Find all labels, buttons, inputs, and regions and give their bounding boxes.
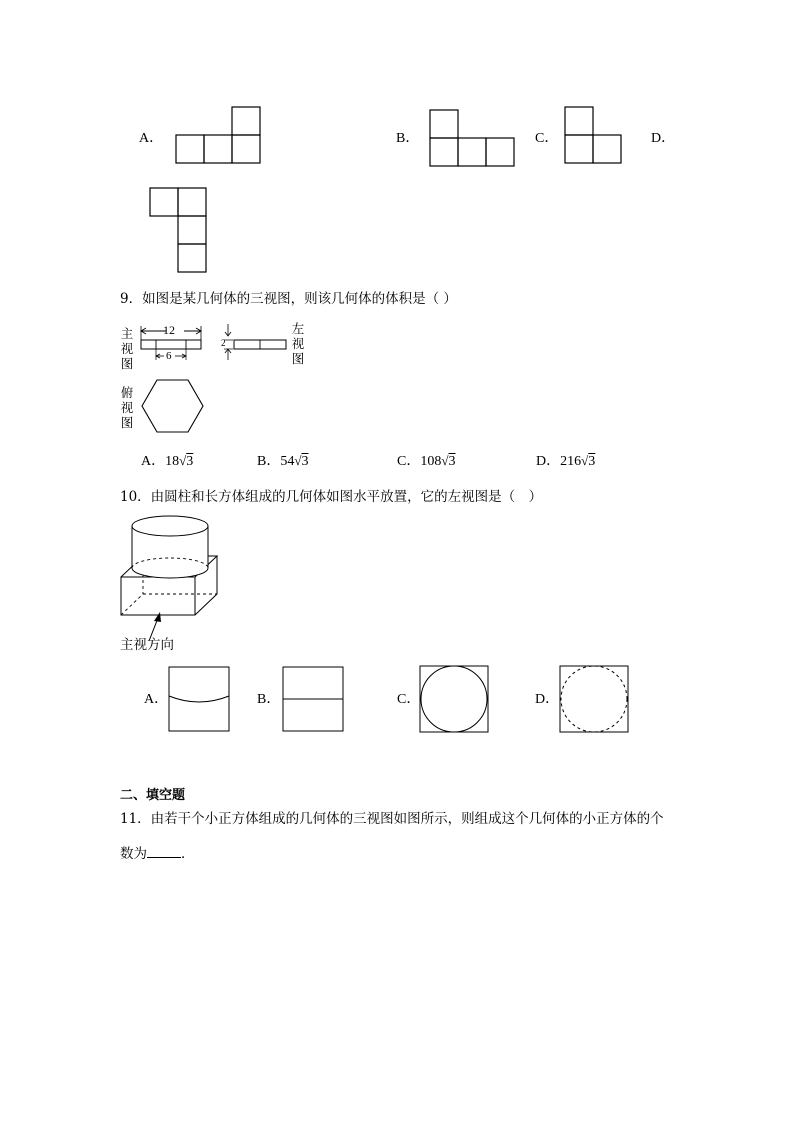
section-2-title: 二、填空题 <box>120 788 186 803</box>
q8-option-d-label: D． <box>651 131 676 146</box>
q10-option-a-label: A． <box>144 692 169 707</box>
q9-option-d: D．216√3 <box>536 453 596 469</box>
q9-top-view-label: 俯 视 图 <box>120 385 134 430</box>
q10-direction-label: 主视方向 <box>120 637 174 653</box>
q9-stem: 9．如图是某几何体的三视图，则该几何体的体积是（ ） <box>120 291 457 307</box>
q10-option-b-label: B． <box>257 692 281 707</box>
q10-solid-figure <box>115 513 245 633</box>
q8-option-c-label: C． <box>535 131 559 146</box>
q10-option-a-figure <box>168 666 230 732</box>
q11-line-1: 11．由若干个小正方体组成的几何体的三视图如图所示，则组成这个几何体的小正方体的个 <box>120 811 664 827</box>
q11-line-2: 数为 ． <box>120 846 195 862</box>
q9-dim-12: 12 <box>163 323 175 337</box>
q8-option-a-figure <box>175 106 261 164</box>
q10-option-d-figure <box>559 665 629 733</box>
q9-left-view-label: 左 视 图 <box>291 321 305 366</box>
q10-option-d-label: D． <box>535 692 560 707</box>
q9-option-b: B．54√3 <box>257 453 309 469</box>
q8-option-a-label: A． <box>139 131 164 146</box>
q11-answer-blank[interactable] <box>147 845 181 858</box>
q9-option-c: C．108√3 <box>397 453 456 469</box>
q8-option-c-figure <box>564 106 622 164</box>
q9-front-view-label: 主 视 图 <box>120 326 134 371</box>
q9-dim-2: 2 <box>221 338 226 348</box>
q9-dim-6: 6 <box>166 350 172 362</box>
q10-option-c-label: C． <box>397 692 421 707</box>
q8-option-b-figure <box>429 109 517 167</box>
q9-top-view-hexagon <box>140 378 206 436</box>
q10-option-b-figure <box>282 666 344 732</box>
q10-option-c-figure <box>419 665 489 733</box>
q9-option-a: A．18√3 <box>141 453 194 469</box>
q10-stem: 10．由圆柱和长方体组成的几何体如图水平放置，它的左视图是（ ） <box>120 489 543 505</box>
q8-option-b-label: B． <box>396 131 420 146</box>
q9-left-view <box>220 322 290 364</box>
q8-option-d-figure <box>149 187 209 275</box>
